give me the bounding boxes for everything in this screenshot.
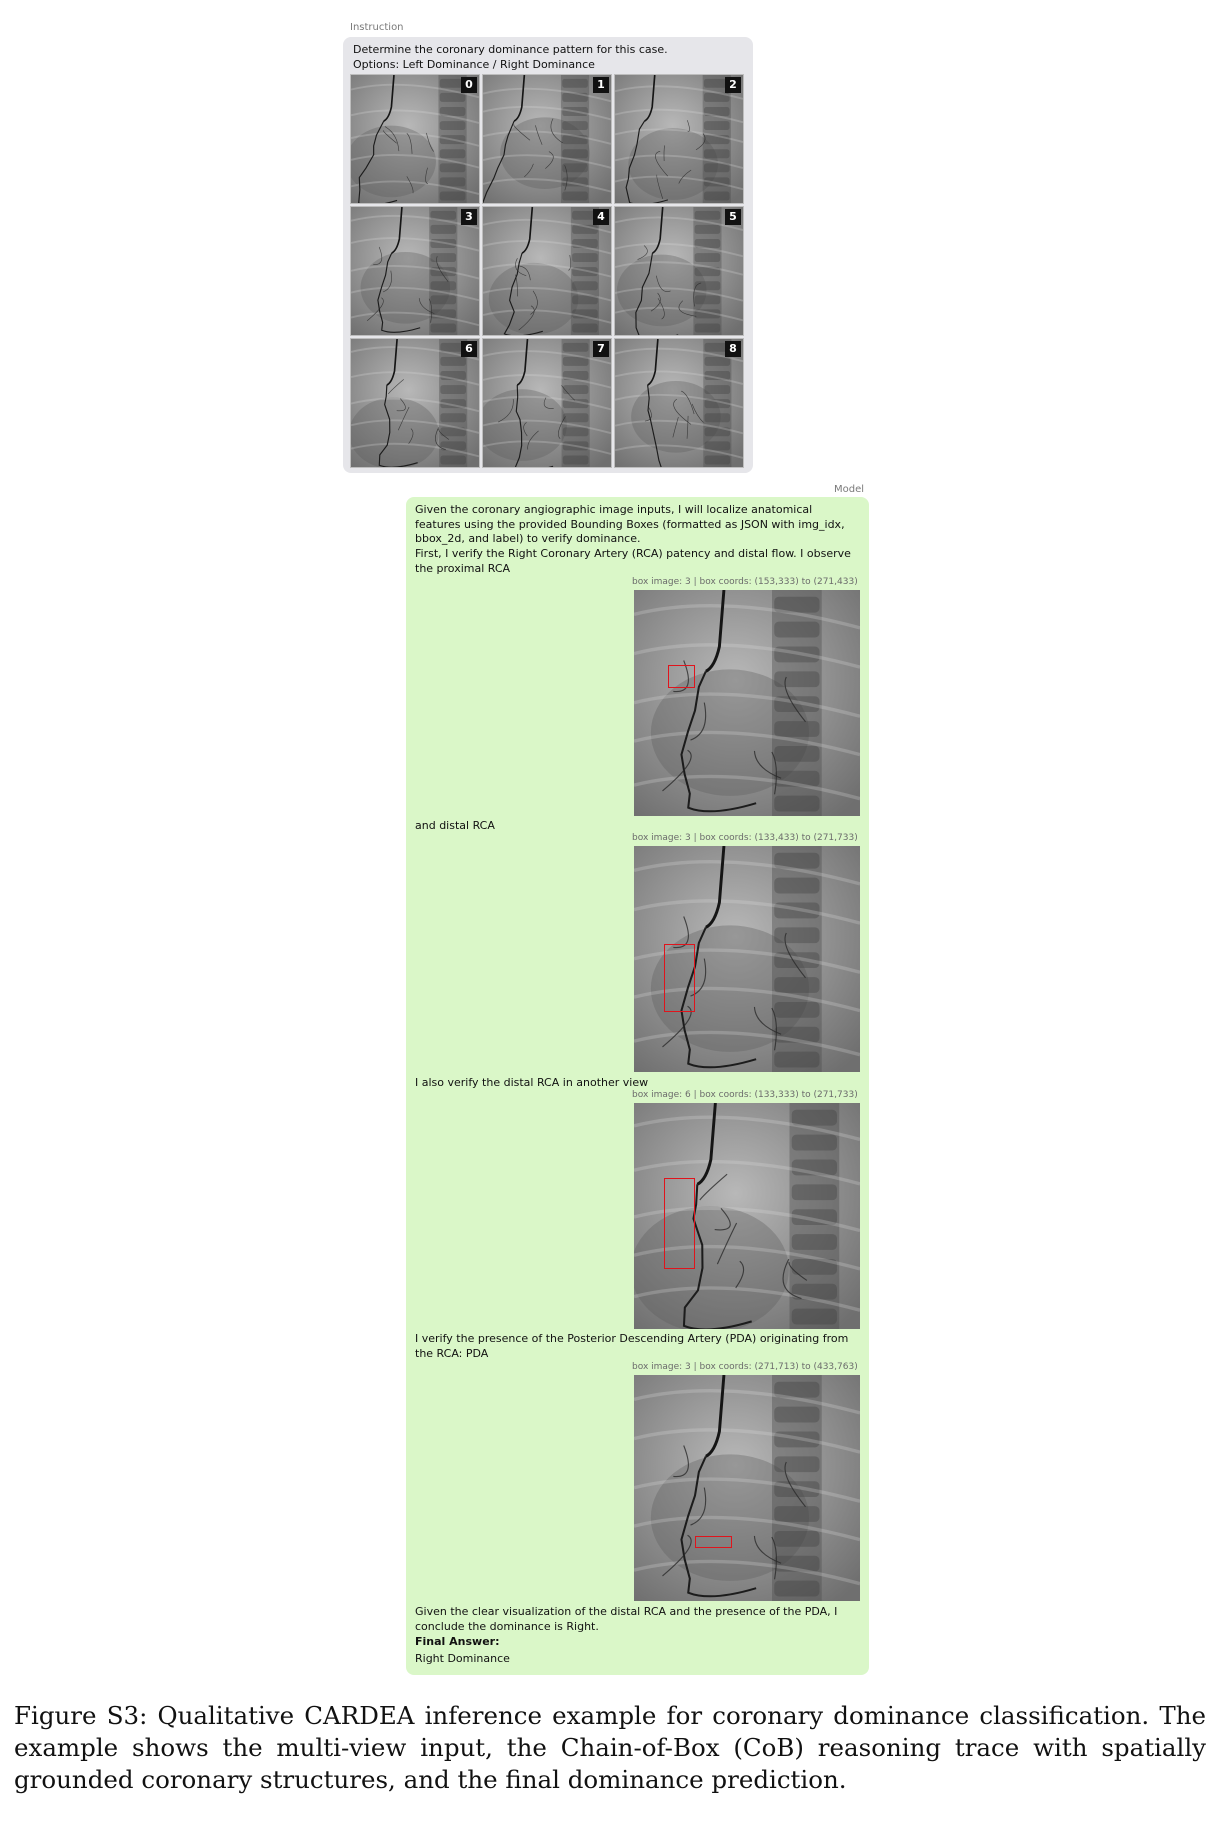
angiogram-thumbnail-8 bbox=[614, 338, 744, 468]
instruction-prompt: Determine the coronary dominance pattern for this case. bbox=[353, 43, 668, 56]
angiogram-thumbnail-5 bbox=[614, 206, 744, 336]
box3-caption: box image: 6 | box coords: (133,333) to (271,733) bbox=[632, 1090, 858, 1100]
thumbnail-index-label: 3 bbox=[461, 209, 477, 225]
final-answer-label: Final Answer: bbox=[415, 1635, 500, 1648]
model-header: Model bbox=[834, 484, 865, 495]
box1-caption: box image: 3 | box coords: (153,333) to (271,433) bbox=[632, 577, 858, 587]
angiogram-thumbnail-4 bbox=[482, 206, 612, 336]
figure-caption: Figure S3: Qualitative CARDEA inference example for coronary dominance classification. The example shows the multi-view input, the Chain-of-Box (CoB) reasoning trace with spatially grounded coronary structures, and the final dominance prediction. bbox=[14, 1701, 1206, 1794]
model-conclusion-text: Given the clear visualization of the distal RCA and the presence of the PDA, I conclude the dominance is Right. bbox=[415, 1605, 838, 1633]
box2-bounding-box bbox=[664, 944, 695, 1012]
angiogram-thumbnail-7 bbox=[482, 338, 612, 468]
thumbnail-index-label: 6 bbox=[461, 341, 477, 357]
instruction-header: Instruction bbox=[350, 22, 404, 33]
model-intro-text: Given the coronary angiographic image inputs, I will localize anatomical features using the provided Bounding Boxes (formatted as JSON with img_idx, bbox_2d, and label) to verify dominance. bbox=[415, 503, 845, 545]
angiogram-thumbnail-6 bbox=[350, 338, 480, 468]
thumbnail-index-label: 4 bbox=[593, 209, 609, 225]
model-step1-text: First, I verify the Right Coronary Artery (RCA) patency and distal flow. I observe the proximal RCA bbox=[415, 547, 851, 575]
model-step4-text: I verify the presence of the Posterior Descending Artery (PDA) originating from the RCA: PDA bbox=[415, 1332, 849, 1360]
thumbnail-index-label: 5 bbox=[725, 209, 741, 225]
thumbnail-index-label: 2 bbox=[725, 77, 741, 93]
box2-caption: box image: 3 | box coords: (133,433) to (271,733) bbox=[632, 833, 858, 843]
box4-bounding-box bbox=[695, 1536, 732, 1548]
final-answer-value: Right Dominance bbox=[415, 1652, 510, 1665]
model-response-panel bbox=[406, 497, 869, 1675]
box1-angiogram bbox=[634, 590, 860, 816]
model-step2-text: and distal RCA bbox=[415, 819, 495, 832]
instruction-options: Options: Left Dominance / Right Dominance bbox=[353, 58, 595, 71]
instruction-panel bbox=[343, 37, 753, 473]
box4-caption: box image: 3 | box coords: (271,713) to (433,763) bbox=[632, 1362, 858, 1372]
angiogram-thumbnail-0 bbox=[350, 74, 480, 204]
angiogram-thumbnail-3 bbox=[350, 206, 480, 336]
thumbnail-index-label: 7 bbox=[593, 341, 609, 357]
model-step3-text: I also verify the distal RCA in another view bbox=[415, 1076, 649, 1089]
box2-angiogram bbox=[634, 846, 860, 1072]
box3-angiogram bbox=[634, 1103, 860, 1329]
box1-bounding-box bbox=[668, 665, 695, 688]
thumbnail-index-label: 0 bbox=[461, 77, 477, 93]
thumbnail-index-label: 8 bbox=[725, 341, 741, 357]
box3-bounding-box bbox=[664, 1178, 695, 1269]
thumbnail-index-label: 1 bbox=[593, 77, 609, 93]
angiogram-thumbnail-1 bbox=[482, 74, 612, 204]
angiogram-thumbnail-2 bbox=[614, 74, 744, 204]
box4-angiogram bbox=[634, 1375, 860, 1601]
